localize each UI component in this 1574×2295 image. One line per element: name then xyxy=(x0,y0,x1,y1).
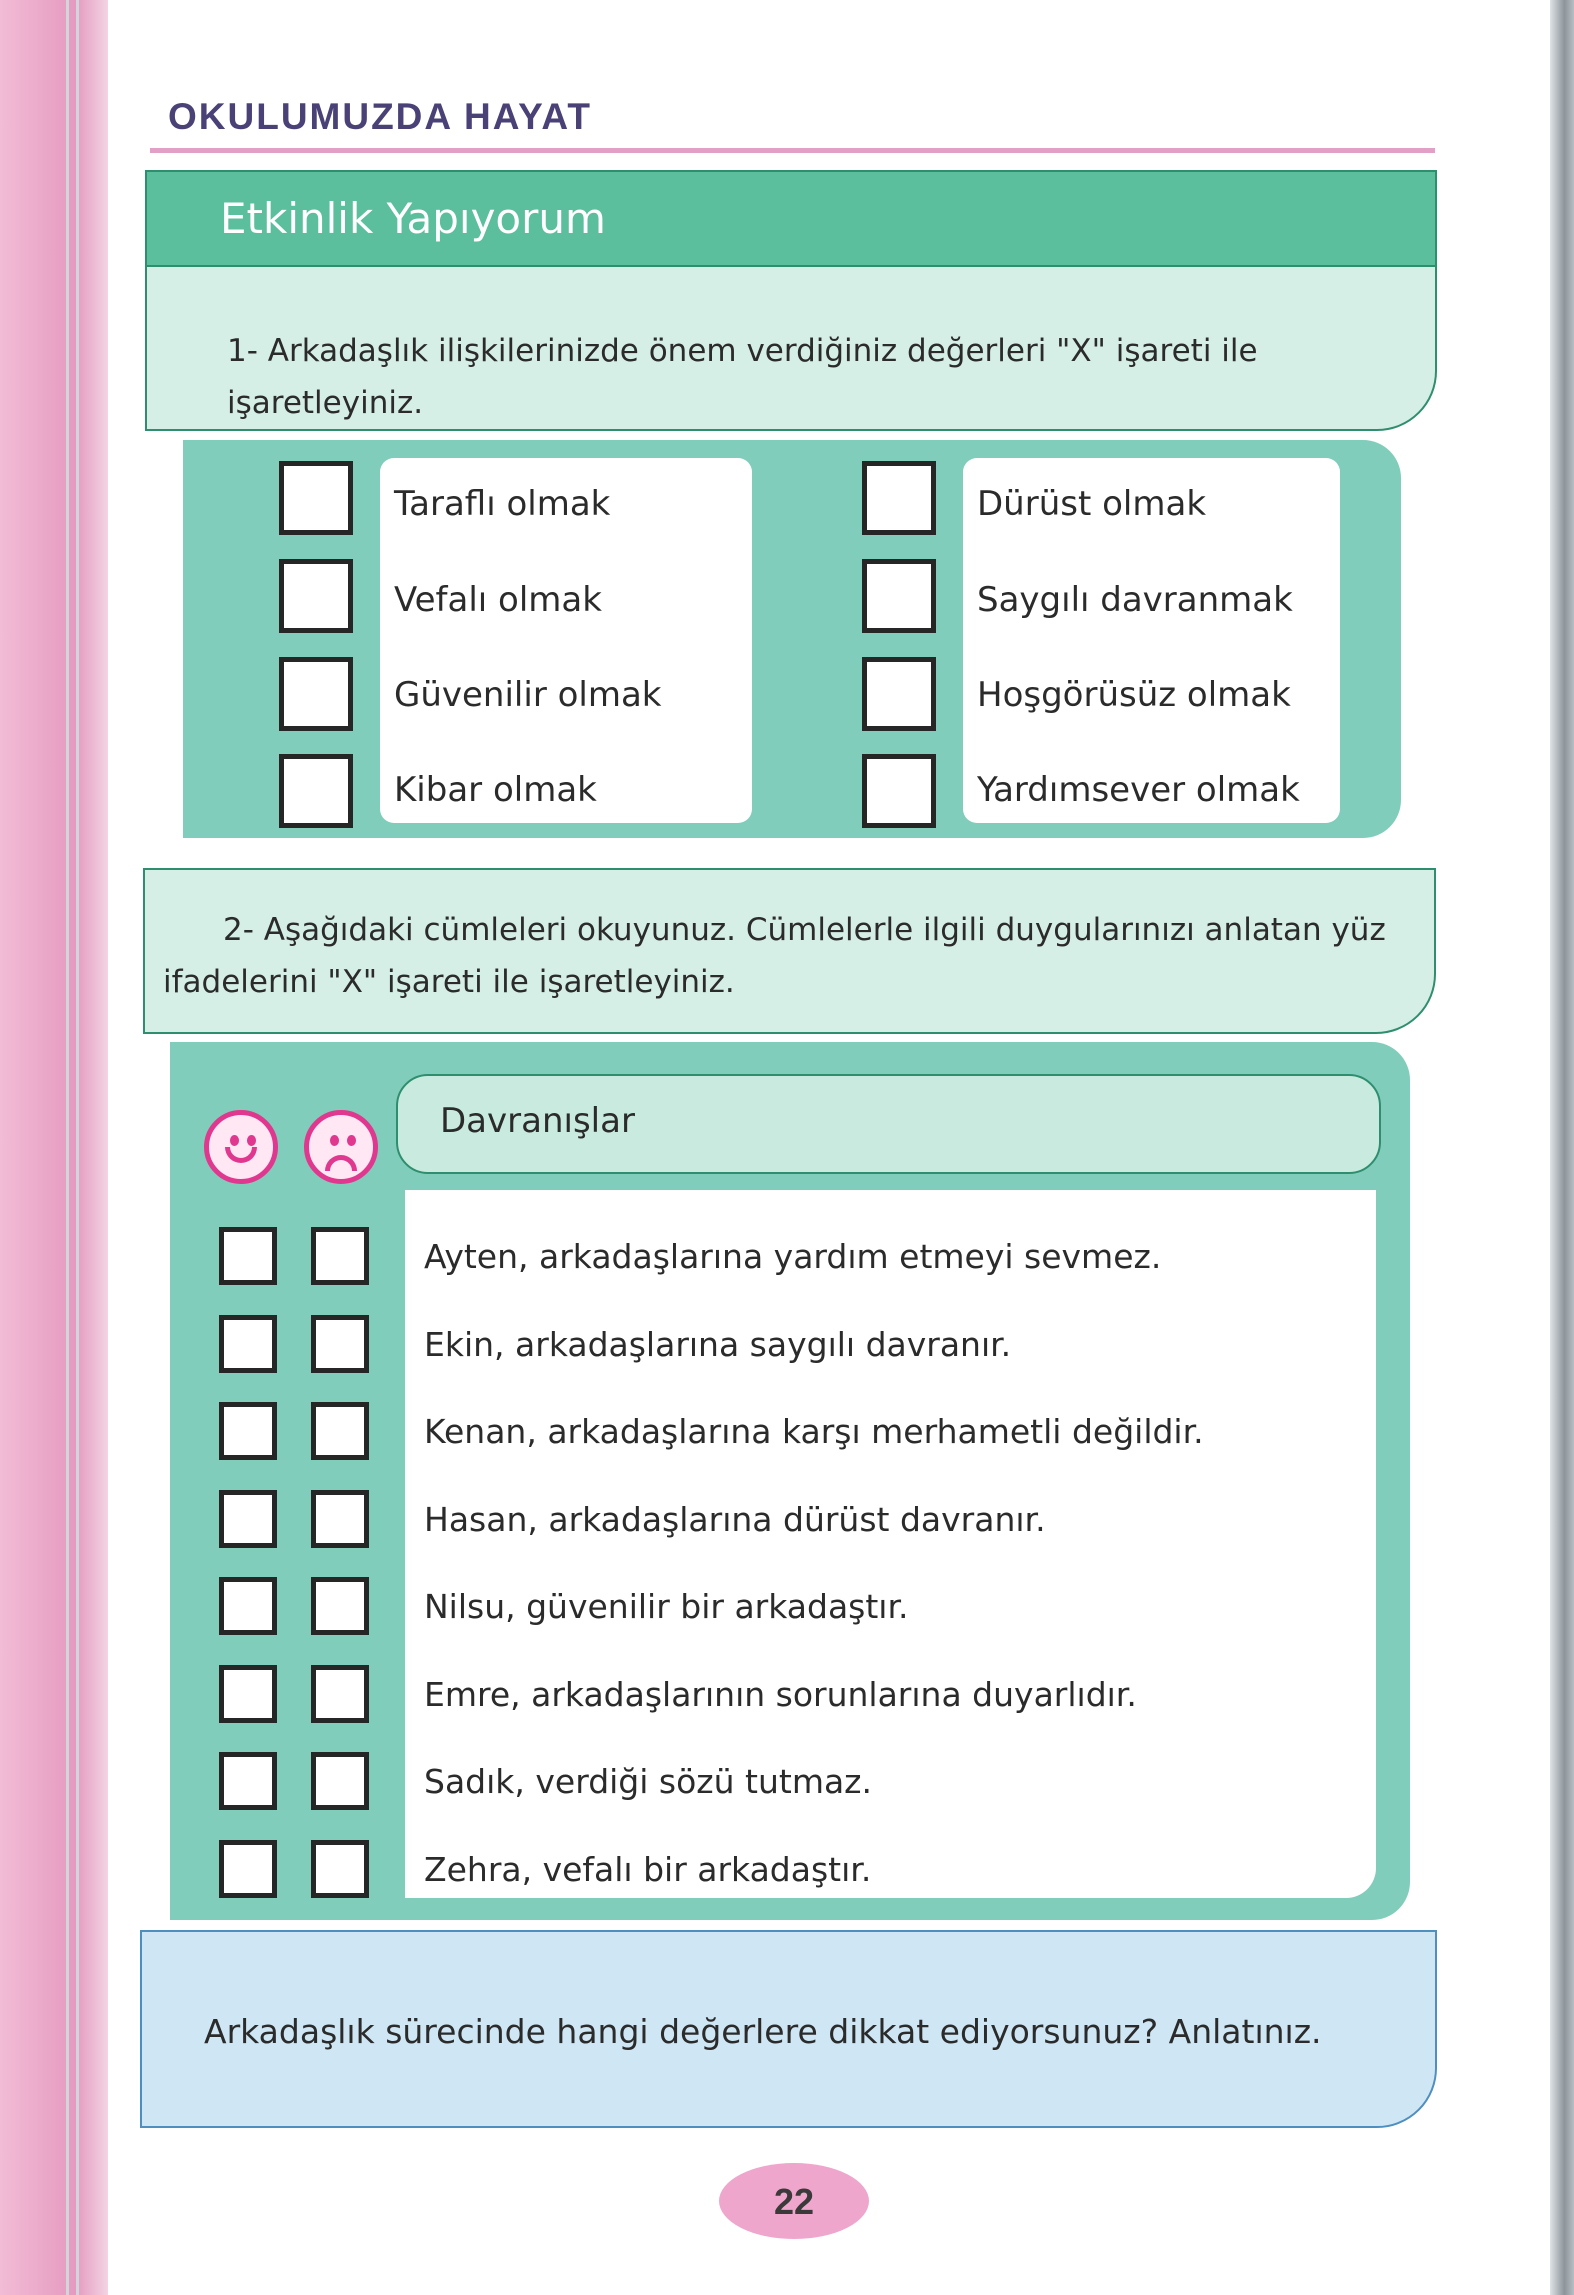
value-item: Güvenilir olmak xyxy=(394,675,662,715)
section-title: OKULUMUZDA HAYAT xyxy=(168,96,592,137)
behavior-item: Nilsu, güvenilir bir arkadaştır. xyxy=(424,1587,909,1626)
sad-checkbox[interactable] xyxy=(311,1402,369,1460)
smile-checkbox[interactable] xyxy=(219,1665,277,1723)
sad-checkbox[interactable] xyxy=(311,1665,369,1723)
value-item: Kibar olmak xyxy=(394,770,597,810)
discussion-question-box xyxy=(140,1930,1437,2128)
sad-checkbox[interactable] xyxy=(311,1840,369,1898)
behavior-item: Sadık, verdiği sözü tutmaz. xyxy=(424,1762,872,1801)
margin-line xyxy=(66,0,69,2295)
sad-checkbox[interactable] xyxy=(311,1315,369,1373)
task1-instruction: 1- Arkadaşlık ilişkilerinizde önem verdiğiniz değerleri "X" işareti ile işaretleyiniz. xyxy=(145,267,1437,431)
value-item: Hoşgörüsüz olmak xyxy=(977,675,1291,715)
behavior-item: Kenan, arkadaşlarına karşı merhametli değildir. xyxy=(424,1412,1204,1451)
value-item: Yardımsever olmak xyxy=(977,770,1300,810)
value-item: Dürüst olmak xyxy=(977,484,1207,524)
smile-checkbox[interactable] xyxy=(219,1752,277,1810)
behaviors-header-label: Davranışlar xyxy=(440,1101,635,1141)
activity-title: Etkinlik Yapıyorum xyxy=(220,194,606,243)
behavior-item: Ayten, arkadaşlarına yardım etmeyi sevmez. xyxy=(424,1237,1162,1276)
sad-checkbox[interactable] xyxy=(311,1490,369,1548)
value-item: Vefalı olmak xyxy=(394,580,602,620)
sad-face-icon xyxy=(304,1110,378,1184)
smiley-face-icon xyxy=(204,1110,278,1184)
checkbox-guvenilir[interactable] xyxy=(279,657,353,731)
checkbox-tarafli[interactable] xyxy=(279,461,353,535)
behavior-item: Hasan, arkadaşlarına dürüst davranır. xyxy=(424,1500,1046,1539)
sad-checkbox[interactable] xyxy=(311,1227,369,1285)
page-number: 22 xyxy=(773,2181,815,2222)
sad-checkbox[interactable] xyxy=(311,1752,369,1810)
checkbox-hosgorusuz[interactable] xyxy=(862,657,936,731)
checkbox-saygili[interactable] xyxy=(862,559,936,633)
smile-checkbox[interactable] xyxy=(219,1227,277,1285)
checkbox-vefali[interactable] xyxy=(279,559,353,633)
sad-checkbox[interactable] xyxy=(311,1577,369,1635)
margin-line xyxy=(76,0,79,2295)
checkbox-yardimsever[interactable] xyxy=(862,754,936,828)
page-number-badge xyxy=(719,2163,869,2239)
smile-checkbox[interactable] xyxy=(219,1840,277,1898)
value-item: Taraflı olmak xyxy=(394,484,611,524)
behavior-item: Ekin, arkadaşlarına saygılı davranır. xyxy=(424,1325,1012,1364)
activity-title-bar xyxy=(145,170,1437,267)
smile-checkbox[interactable] xyxy=(219,1490,277,1548)
checkbox-durust[interactable] xyxy=(862,461,936,535)
page-gutter xyxy=(1550,0,1574,2295)
smile-checkbox[interactable] xyxy=(219,1315,277,1373)
smile-checkbox[interactable] xyxy=(219,1577,277,1635)
smile-checkbox[interactable] xyxy=(219,1402,277,1460)
discussion-question: Arkadaşlık sürecinde hangi değerlere dikkat ediyorsunuz? Anlatınız. xyxy=(204,2012,1322,2051)
behaviors-header xyxy=(396,1074,1381,1174)
task2-instruction: 2- Aşağıdaki cümleleri okuyunuz. Cümlelerle ilgili duygularınızı anlatan yüz ifadelerini "X" işareti ile işaretleyiniz. xyxy=(143,868,1436,1034)
behavior-item: Emre, arkadaşlarının sorunlarına duyarlıdır. xyxy=(424,1675,1137,1714)
behavior-item: Zehra, vefalı bir arkadaştır. xyxy=(424,1850,872,1889)
checkbox-kibar[interactable] xyxy=(279,754,353,828)
value-item: Saygılı davranmak xyxy=(977,580,1293,620)
header-rule xyxy=(150,148,1435,153)
left-margin-band xyxy=(0,0,108,2295)
